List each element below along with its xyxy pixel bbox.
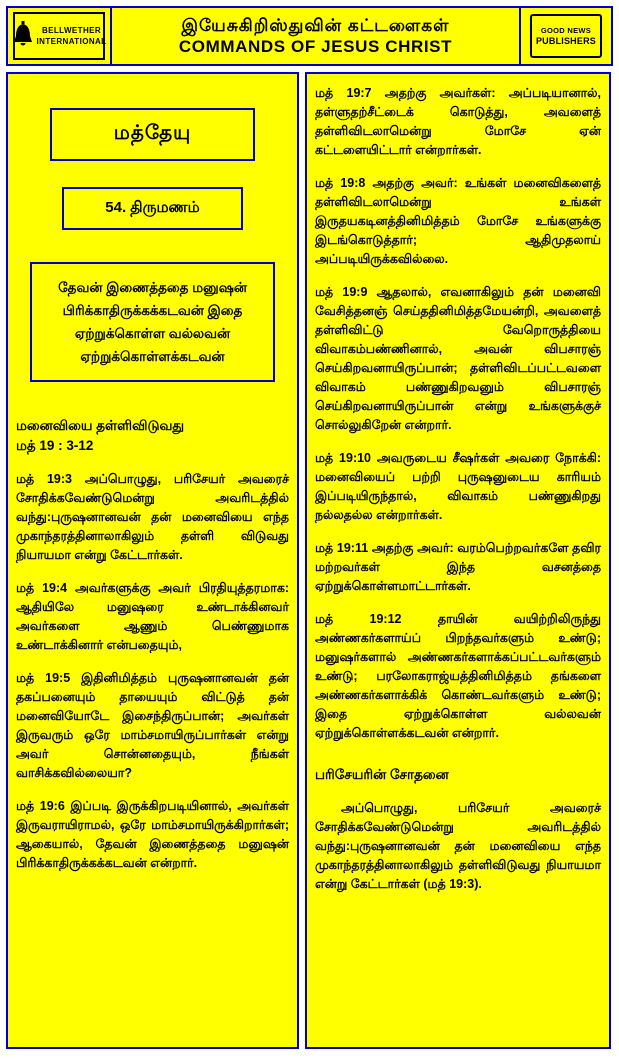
header-titles xyxy=(112,8,519,64)
verse-paragraph: மத் 19:9 ஆதலால், எவனாகிலும் தன் மனைவி வேசித்தனஞ் செய்ததினிமித்தமேயன்றி, அவளைத் தள்ளிவிட்டு வேறொருத்தியை விவாகம்பண்ணினால், அவன் விபசாரஞ் செய்கிறவனாயிருப்பான்; தள்ளிவிடப்பட்டவளை விவாகம் பண்ணுகிறவனும் விபசாரஞ் செய்கிறவனாயிருப்பான் என்று உங்களுக்குச் சொல்லுகிறேன் என்றார். xyxy=(315,285,601,432)
title-english: COMMANDS OF JESUS CHRIST xyxy=(178,37,453,56)
verse-paragraph: மத் 19:3 அப்பொழுது, பரிசேயர் அவரைச் சோதிக்கவேண்டுமென்று அவரிடத்தில் வந்து:புருஷனானவன் தன் மனைவியை எந்த முகாந்தரத்தினாலாகிலும் தள்ளி விடுவது நியாயமா என்று கேட்டார்கள். xyxy=(16,472,289,562)
gnp-logo-inner xyxy=(523,12,609,60)
verse-paragraph: மத் 19:10 அவருடைய சீஷர்கள் அவரை நோக்கி: மனைவியைப் பற்றி புருஷனுடைய காரியம் இப்படியிருந்தால், விவாகம் பண்ணுகிறது நல்லதல்ல என்றார்கள். xyxy=(315,451,601,522)
gnp-line1: GOOD NEWS xyxy=(540,26,592,35)
page-header xyxy=(6,6,613,66)
sub-heading: பரிசேயரின் சோதனை xyxy=(315,767,449,782)
page-body xyxy=(6,72,613,1049)
good-news-publishers-logo xyxy=(519,8,611,64)
chapter-title-box xyxy=(62,187,243,230)
chapter-title: 54. திருமணம் xyxy=(105,199,200,216)
verse-paragraph: மத் 19:11 அதற்கு அவர்: வரம்பெற்றவர்களே தவிர மற்றவர்கள் இந்த வசனத்தை ஏற்றுக்கொள்ளமாட்டார்கள். xyxy=(315,541,601,593)
section-reference: மத் 19 : 3-12 xyxy=(16,438,94,453)
right-column xyxy=(305,72,611,1049)
gnp-line2: PUBLISHERS xyxy=(535,36,596,46)
section-heading: மனைவியை தள்ளிவிடுவது xyxy=(16,418,185,433)
book-title-box xyxy=(50,108,255,161)
left-column xyxy=(6,72,299,1049)
bellwether-line1: BELLWETHER xyxy=(41,26,102,35)
closing-paragraph: அப்பொழுது, பரிசேயர் அவரைச் சோதிக்கவேண்டுமென்று அவரிடத்தில் வந்து:புருஷனானவன் தன் மனைவியை எந்த முகாந்தரத்தினாலாகிலும் தள்ளிவிடுவது நியாயமா என்று கேட்டார்கள் (மத் 19:3). xyxy=(315,801,601,891)
bellwether-logo-inner xyxy=(13,12,105,60)
verse-paragraph: மத் 19:8 அதற்கு அவர்: உங்கள் மனைவிகளைத் தள்ளிவிடலாமென்று உங்கள் இருதயகடினத்தினிமித்தம் மோசே உங்களுக்கு இடங்கொடுத்தார்; ஆதிமுதலாய் அப்படியிருக்கவில்லை. xyxy=(315,176,601,266)
bell-icon xyxy=(12,21,34,51)
bellwether-line2: INTERNATIONAL xyxy=(36,37,107,46)
verse-paragraph: மத் 19:7 அதற்கு அவர்கள்: அப்படியானால், தள்ளுதற்சீட்டைக் கொடுத்து, அவளைத் தள்ளிவிடலாமென்று மோசே ஏன் கட்டளையிட்டார் என்றார்கள். xyxy=(315,86,601,157)
verse-paragraph: மத் 19:12 தாயின் வயிற்றிலிருந்து அண்ணகர்களாய்ப் பிறந்தவர்களும் உண்டு; மனுஷர்களால் அண்ணகர்களாக்கப்பட்டவர்களும் உண்டு; பரலோகராஜ்யத்தினிமித்தம் தங்களை அண்ணகர்களாக்கிக் கொண்டவர்களும் உண்டு; இதை ஏற்றுக்கொள்ள வல்லவன் ஏற்றுக்கொள்ளக்கடவன் என்றார். xyxy=(315,612,601,740)
gnp-badge xyxy=(530,14,602,58)
title-tamil: இயேசுகிறிஸ்துவின் கட்டளைகள் xyxy=(181,16,450,35)
key-verse-box xyxy=(30,262,275,382)
bellwether-logo-text xyxy=(37,25,107,47)
book-title: மத்தேயு xyxy=(113,122,192,144)
bellwether-logo xyxy=(8,8,112,64)
verse-paragraph: மத் 19:4 அவர்களுக்கு அவர் பிரதியுத்தரமாக: ஆதியிலே மனுஷரை உண்டாக்கினவர் அவர்களை ஆணும் பெண்ணுமாக உண்டாக்கினார் என்பதையும், xyxy=(16,581,289,652)
verse-paragraph: மத் 19:6 இப்படி இருக்கிறபடியினால், அவர்கள் இருவராயிராமல், ஒரே மாம்சமாயிருக்கிறார்கள்; ஆகையால், தேவன் இணைத்ததை மனுஷன் பிரிக்காதிருக்கக்கடவன் என்றார். xyxy=(16,799,289,870)
verse-paragraph: மத் 19:5 இதினிமித்தம் புருஷனானவன் தன் தகப்பனையும் தாயையும் விட்டுத் தன் மனைவியோடே இசைந்திருப்பான்; அவர்கள் இருவரும் ஒரே மாம்சமாயிருப்பார்கள் என்று அவர் சொன்னதையும், நீங்கள் வாசிக்கவில்லையா? xyxy=(16,671,289,780)
key-verse-text: தேவன் இணைத்ததை மனுஷன் பிரிக்காதிருக்கக்கடவன் இதை ஏற்றுக்கொள்ள வல்லவன் ஏற்றுக்கொள்ளக்கடவன் xyxy=(58,280,247,364)
